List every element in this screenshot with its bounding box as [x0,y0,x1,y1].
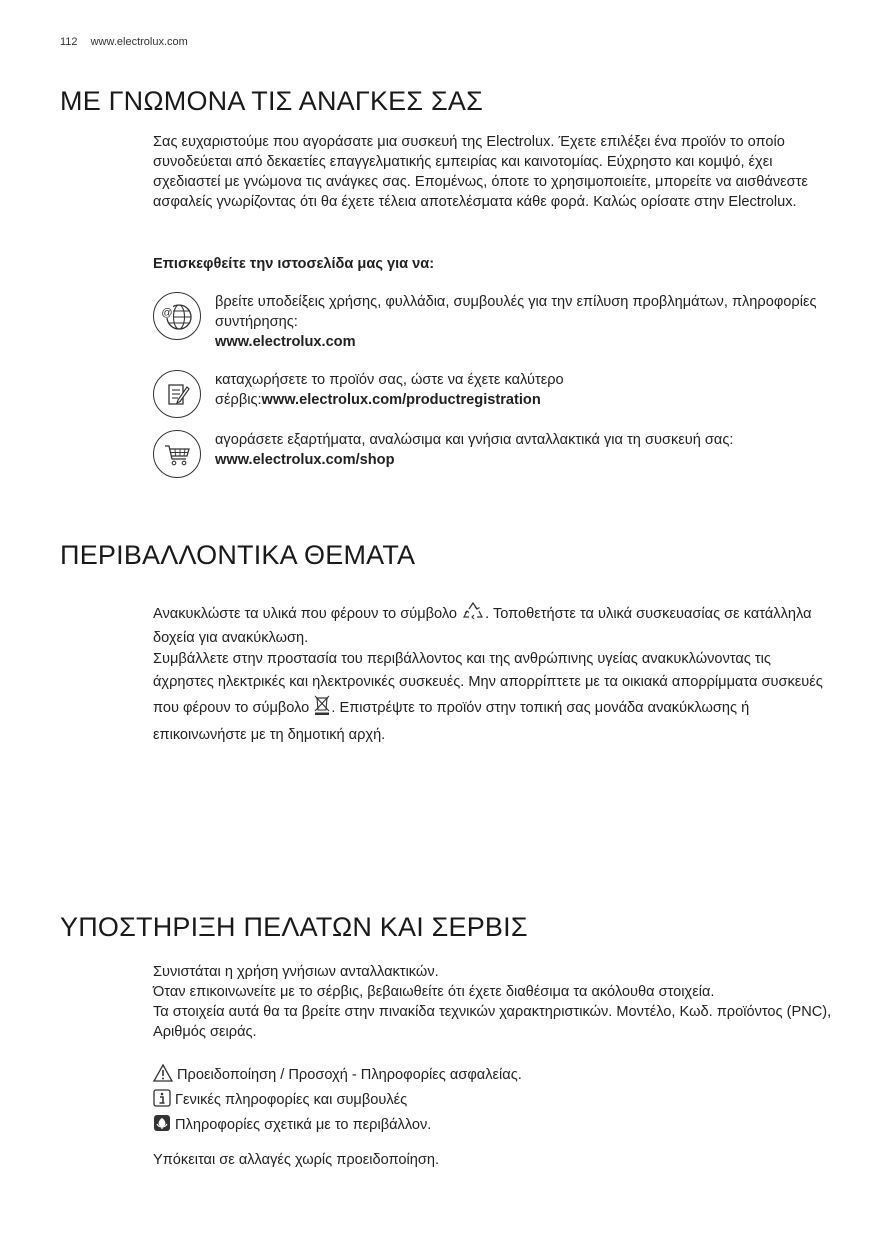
legend-info: Γενικές πληροφορίες και συμβουλές [153,1089,833,1114]
recycle-text-a: Ανακυκλώστε τα υλικά που φέρουν το σύμβολο [153,606,458,622]
support-line-1: Συνιστάται η χρήση γνήσιων ανταλλακτικών. [153,964,439,980]
environment-icon [153,1114,171,1139]
website-item-info [153,292,833,350]
svg-text:@: @ [161,307,173,319]
crossed-bin-icon [313,694,331,724]
registration-form-icon [153,370,201,418]
footer-note: Υπόκειται σε αλλαγές χωρίς προειδοποίηση. [153,1152,440,1168]
legend-warning: Προειδοποίηση / Προσοχή - Πληροφορίες ασφαλείας. [153,1064,833,1089]
section-title-environment: ΠΕΡΙΒΑΛΛΟΝΤΙΚΑ ΘΕΜΑΤΑ [60,540,416,570]
visit-heading: Επισκεφθείτε την ιστοσελίδα μας για να: [153,256,435,272]
support-paragraph [153,962,833,1042]
section-title-support: ΥΠΟΣΤΗΡΙΞΗ ΠΕΛΑΤΩΝ ΚΑΙ ΣΕΡΒΙΣ [60,912,528,942]
globe-at-icon [153,292,201,340]
info-icon [153,1089,171,1114]
weee-text-a: Συμβάλλετε στην προστασία του περιβάλλοντος και της ανθρώπινης υγείας ανακυκλώνοντας τις άχρηστες ηλεκτρικές και ηλεκτρονικές συσκευές. Μην απορρίπτετε με τα οικιακά απορρίμματα συσκευές που φέρουν το σύμβολο [153,651,823,716]
page-header [60,36,188,48]
page-number: 112 [60,36,78,48]
website-item-info-text: βρείτε υποδείξεις χρήσης, φυλλάδια, συμβουλές για την επίλυση προβλημάτων, πληροφορίες συντήρησης: [215,294,817,330]
shop-link[interactable]: www.electrolux.com/shop [215,452,395,468]
registration-link[interactable]: www.electrolux.com/productregistration [261,392,541,408]
support-line-3: Τα στοιχεία αυτά θα τα βρείτε στην πινακίδα τεχνικών χαρακτηριστικών. Μοντέλο, Κωδ. προϊόντος (PNC), Αριθμός σειράς. [153,1004,832,1040]
recycle-text-b: . Τοποθετήστε τα υλικά συσκευασίας σε κατάλληλα δοχεία για ανακύκλωση. [153,606,812,646]
website-item-shop-text: αγοράσετε εξαρτήματα, αναλώσιμα και γνήσια ανταλλακτικά για τη συσκευή σας: [215,432,734,448]
recycle-icon [461,600,485,628]
intro-paragraph: Σας ευχαριστούμε που αγοράσατε μια συσκευή της Electrolux. Έχετε επιλέξει ένα προϊόν το οποίο συνοδεύεται από δεκαετίες επαγγελματικής εμπειρίας και καινοτομίας. Εύχρηστο και κομψό, έχει σχεδιαστεί με γνώμονα τις ανάγκες σας. Επομένως, όποτε το χρησιμοποιείτε, μπορείτε να αισθάνεστε ασφαλείς γνωρίζοντας ότι θα έχετε τέλεια αποτελέσματα κάθε φορά. Καλώς ορίσατε στην Electrolux. [153,134,808,210]
legend-environment: Πληροφορίες σχετικά με το περιβάλλον. [153,1114,833,1139]
warning-triangle-icon [153,1064,173,1089]
shopping-cart-icon [153,430,201,478]
website-link[interactable]: www.electrolux.com [215,334,356,350]
section-title-needs: ΜΕ ΓΝΩΜΟΝΑ ΤΙΣ ΑΝΑΓΚΕΣ ΣΑΣ [60,86,483,116]
website-item-registration-text: καταχωρήσετε το προϊόν σας, ώστε να έχετε καλύτερο σέρβις: [215,372,564,408]
environment-paragraph [153,600,833,747]
website-item-registration [153,370,833,422]
weee-text-b: . Επιστρέψτε το προϊόν στην τοπική σας μονάδα ανακύκλωσης ή επικοινωνήστε με τη δημοτική αρχή. [153,700,750,743]
symbol-legend [153,1064,833,1139]
support-line-2: Όταν επικοινωνείτε με το σέρβις, βεβαιωθείτε ότι έχετε διαθέσιμα τα ακόλουθα στοιχεία. [153,984,715,1000]
website-item-shop [153,430,833,482]
header-website[interactable]: www.electrolux.com [90,36,188,48]
